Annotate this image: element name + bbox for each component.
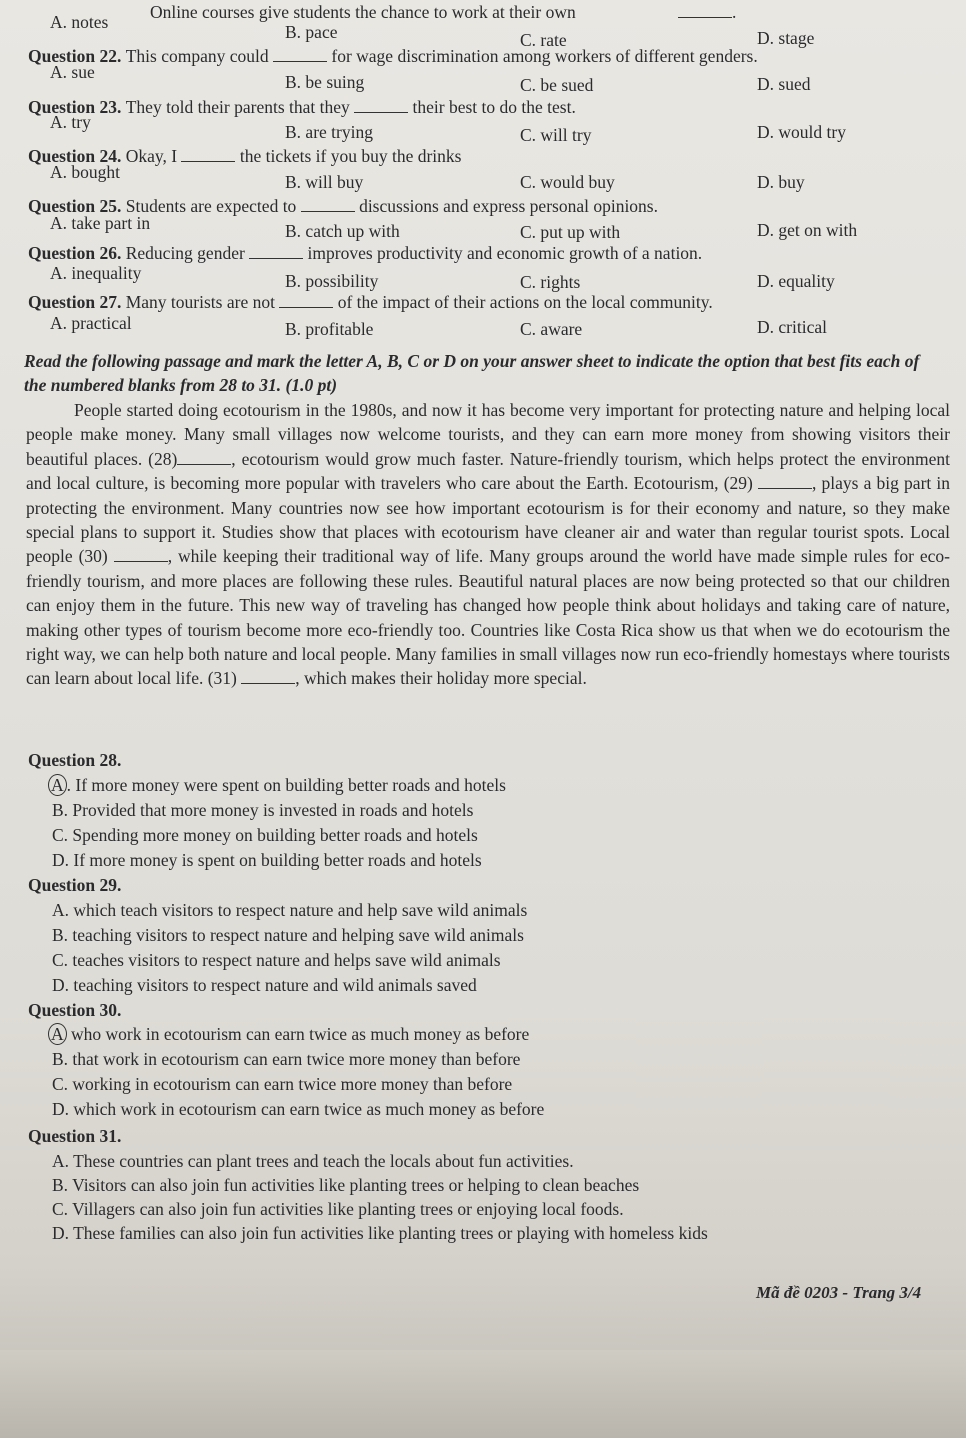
blank bbox=[301, 197, 355, 212]
q31-option-b: B. Visitors can also join fun activities like planting trees or helping to clean beaches bbox=[52, 1175, 640, 1195]
option-c: C. rate bbox=[520, 30, 567, 50]
blank-number: (29) bbox=[723, 473, 753, 494]
option-c: C. aware bbox=[520, 319, 583, 339]
option-d: D. critical bbox=[757, 317, 827, 337]
option-b: B. pace bbox=[285, 22, 338, 42]
option-b: B. possibility bbox=[285, 271, 379, 291]
q28-option-a: A . If more money were spent on building better roads and hotels bbox=[52, 775, 506, 796]
option-c: C. put up with bbox=[520, 222, 621, 242]
question-27-stem: Question 27. Many tourists are not of the impact of their actions on the local community. bbox=[28, 292, 713, 312]
q28-option-b: B. Provided that more money is invested in roads and hotels bbox=[52, 800, 474, 820]
q30-option-d: D. which work in ecotourism can earn twice as much money as before bbox=[52, 1099, 545, 1119]
question-label: Question 27. bbox=[28, 292, 122, 312]
q29-option-a: A. which teach visitors to respect nature and help save wild animals bbox=[52, 900, 528, 920]
q31-option-a: A. These countries can plant trees and teach the locals about fun activities. bbox=[52, 1151, 574, 1171]
q31-option-d: D. These families can also join fun activities like planting trees or playing with homeless kids bbox=[52, 1223, 708, 1243]
option-b: B. be suing bbox=[285, 72, 365, 92]
q28-option-d: D. If more money is spent on building better roads and hotels bbox=[52, 850, 482, 870]
option-b: B. profitable bbox=[285, 319, 374, 339]
blank bbox=[181, 147, 235, 162]
option-d: D. stage bbox=[757, 28, 815, 48]
selected-answer-mark: A bbox=[48, 774, 67, 796]
blank-number: (30) bbox=[78, 546, 108, 567]
question-label: Question 26. bbox=[28, 243, 122, 263]
question-24-options bbox=[0, 162, 966, 192]
reading-passage: People started doing ecotourism in the 1980s, and now it has become very important for protecting nature and helping local people make money. Many small villages now welcome tourists, and they can earn more money from showing visitors their beautiful places. (28) , ecotourism would grow much faster. Nature-friendly tourism, which helps protect the environment and local culture, is becoming more popular with travelers who care about the Earth. Ecotourism, (29) , plays a big part in protecting the environment. Many countries now see how important ecotourism is for their economy and nature, so they make special plans to support it. Studies show that places with ecotourism have cleaner air and water than regular tourist spots. Local people (30) , while keeping their traditional way of life. Many groups around the world have made simple rules for eco-friendly tourism, and more places are following these rules. Beautiful natural places are now being protected so that our children can enjoy them in the future. This new way of traveling has changed how people think about holidays and taking care of nature, making other types of tourism become more eco-friendly too. Countries like Costa Rica show us that when we do ecotourism the right way, we can help both nature and local people. Many families in small villages now run eco-friendly homestays where tourists can learn about local life. (31) , which makes their holiday more special. bbox=[26, 400, 951, 689]
q31-option-c: C. Villagers can also join fun activities like planting trees or enjoying local foods. bbox=[52, 1199, 624, 1219]
option-d: D. get on with bbox=[757, 220, 858, 240]
question-22-options bbox=[0, 62, 966, 95]
q30-option-b: B. that work in ecotourism can earn twice more money than before bbox=[52, 1049, 521, 1069]
option-a: A. inequality bbox=[50, 263, 142, 283]
question-30-label: Question 30. bbox=[28, 1000, 122, 1020]
option-b: B. are trying bbox=[285, 122, 373, 142]
option-c: C. rights bbox=[520, 272, 581, 292]
question-24-stem: Question 24. Okay, I the tickets if you buy the drinks bbox=[28, 146, 462, 166]
question-23-stem: Question 23. They told their parents that they their best to do the test. bbox=[28, 97, 576, 117]
selected-answer-mark: A bbox=[48, 1023, 67, 1045]
q30-option-c: C. working in ecotourism can earn twice more money than before bbox=[52, 1074, 513, 1094]
option-d: D. would try bbox=[757, 122, 846, 142]
q28-option-c: C. Spending more money on building better roads and hotels bbox=[52, 825, 478, 845]
q29-option-d: D. teaching visitors to respect nature and wild animals saved bbox=[52, 975, 477, 995]
q29-option-b: B. teaching visitors to respect nature and helping save wild animals bbox=[52, 925, 524, 945]
option-a: A. notes bbox=[50, 12, 109, 32]
option-b: B. will buy bbox=[285, 172, 364, 192]
question-29-label: Question 29. bbox=[28, 875, 122, 895]
question-26-options bbox=[0, 263, 966, 292]
question-label: Question 24. bbox=[28, 146, 122, 166]
blank bbox=[114, 547, 168, 562]
blank bbox=[758, 474, 812, 489]
question-25-stem: Question 25. Students are expected to discussions and express personal opinions. bbox=[28, 196, 658, 216]
question-23-options bbox=[0, 112, 966, 145]
question-26-stem: Question 26. Reducing gender improves productivity and economic growth of a nation. bbox=[28, 243, 703, 263]
blank bbox=[273, 47, 327, 62]
blank bbox=[177, 450, 231, 465]
blank bbox=[354, 98, 408, 113]
option-c: C. will try bbox=[520, 125, 592, 145]
question-21-stem: Online courses give students the chance to work at their own . bbox=[150, 2, 737, 22]
question-label: Question 22. bbox=[28, 46, 122, 66]
question-label: Question 23. bbox=[28, 97, 122, 117]
option-c: C. would buy bbox=[520, 172, 615, 192]
reading-instructions: Read the following passage and mark the letter A, B, C or D on your answer sheet to indicate the option that best fits each of the numbered blanks from 28 to 31. (1.0 pt) bbox=[24, 351, 920, 395]
page-bottom-shadow bbox=[0, 1350, 966, 1438]
option-d: D. equality bbox=[757, 271, 835, 291]
option-b: B. catch up with bbox=[285, 221, 400, 241]
q30-option-a: A who work in ecotourism can earn twice as much money as before bbox=[52, 1024, 529, 1045]
option-a: A. bought bbox=[50, 162, 120, 182]
question-label: Question 25. bbox=[28, 196, 122, 216]
option-d: D. sued bbox=[757, 74, 811, 94]
blank bbox=[241, 669, 295, 684]
option-a: A. practical bbox=[50, 313, 132, 333]
blank-number: (28) bbox=[148, 448, 178, 469]
page-footer-code: Mã đề 0203 - Trang 3/4 bbox=[756, 1283, 922, 1302]
option-c: C. be sued bbox=[520, 75, 594, 95]
blank bbox=[279, 293, 333, 308]
question-25-options bbox=[0, 213, 966, 242]
blank bbox=[249, 244, 303, 259]
question-27-options bbox=[0, 313, 966, 338]
option-a: A. sue bbox=[50, 62, 95, 82]
q29-option-c: C. teaches visitors to respect nature and helps save wild animals bbox=[52, 950, 501, 970]
option-a: A. try bbox=[50, 112, 91, 132]
option-d: D. buy bbox=[757, 172, 805, 192]
option-a: A. take part in bbox=[50, 213, 151, 233]
question-21-options bbox=[0, 12, 966, 50]
question-28-label: Question 28. bbox=[28, 750, 122, 770]
question-31-label: Question 31. bbox=[28, 1126, 122, 1146]
blank-number: (31) bbox=[207, 668, 237, 689]
question-22-stem: Question 22. This company could for wage discrimination among workers of different genders. bbox=[28, 46, 758, 66]
